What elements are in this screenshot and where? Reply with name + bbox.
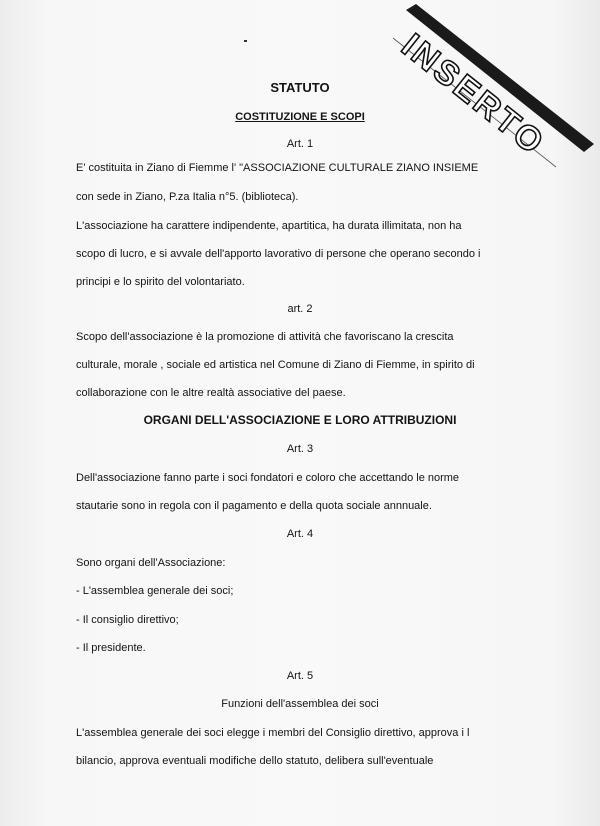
document-subtitle: COSTITUZIONE E SCOPI bbox=[235, 111, 365, 123]
art1-line: principi e lo spirito del volontariato. bbox=[76, 276, 245, 288]
speck-mark bbox=[244, 40, 247, 42]
art4-line: - Il presidente. bbox=[76, 642, 146, 654]
art4-line: - L'assemblea generale dei soci; bbox=[76, 585, 234, 597]
art2-line: collaborazione con le altre realtà associative del paese. bbox=[76, 387, 346, 399]
section-heading: ORGANI DELL'ASSOCIAZIONE E LORO ATTRIBUZIONI bbox=[143, 413, 457, 427]
art2-line: culturale, morale , sociale ed artistica nel Comune di Ziano di Fiemme, in spirito di bbox=[76, 359, 475, 371]
art3-heading: Art. 3 bbox=[286, 443, 314, 455]
art1-line: L'associazione ha carattere indipendente, apartitica, ha durata illimitata, non ha bbox=[76, 220, 462, 232]
art1-line: scopo di lucro, e si avvale dell'apporto lavorativo di persone che operano secondo i bbox=[76, 248, 481, 260]
art1-heading: Art. 1 bbox=[286, 138, 314, 150]
art4-heading: Art. 4 bbox=[286, 528, 314, 540]
art4-line: - Il consiglio direttivo; bbox=[76, 614, 179, 626]
art2-heading: art. 2 bbox=[287, 303, 313, 315]
art5-line: L'assemblea generale dei soci elegge i membri del Consiglio direttivo, approva i l bbox=[76, 727, 470, 739]
art1-line: E' costituita in Ziano di Fiemme l' "ASSOCIAZIONE CULTURALE ZIANO INSIEME bbox=[76, 162, 479, 174]
art4-line: Sono organi dell'Associazione: bbox=[76, 557, 226, 569]
art3-line: Dell'associazione fanno parte i soci fondatori e coloro che accettando le norme bbox=[76, 472, 460, 484]
art5-heading: Art. 5 bbox=[286, 670, 314, 682]
art3-line: stautarie sono in regola con il pagamento e della quota sociale annnuale. bbox=[76, 500, 432, 512]
document-title: STATUTO bbox=[270, 80, 330, 95]
stamp-label: INSERTO bbox=[394, 26, 553, 164]
art1-line: con sede in Ziano, P.za Italia n°5. (biblioteca). bbox=[76, 191, 299, 203]
art5-subheading: Funzioni dell'assemblea dei soci bbox=[221, 698, 379, 710]
art2-line: Scopo dell'associazione è la promozione di attività che favoriscano la crescita bbox=[76, 331, 454, 343]
art5-line: bilancio, approva eventuali modifiche dello statuto, delibera sull'eventuale bbox=[76, 755, 434, 767]
